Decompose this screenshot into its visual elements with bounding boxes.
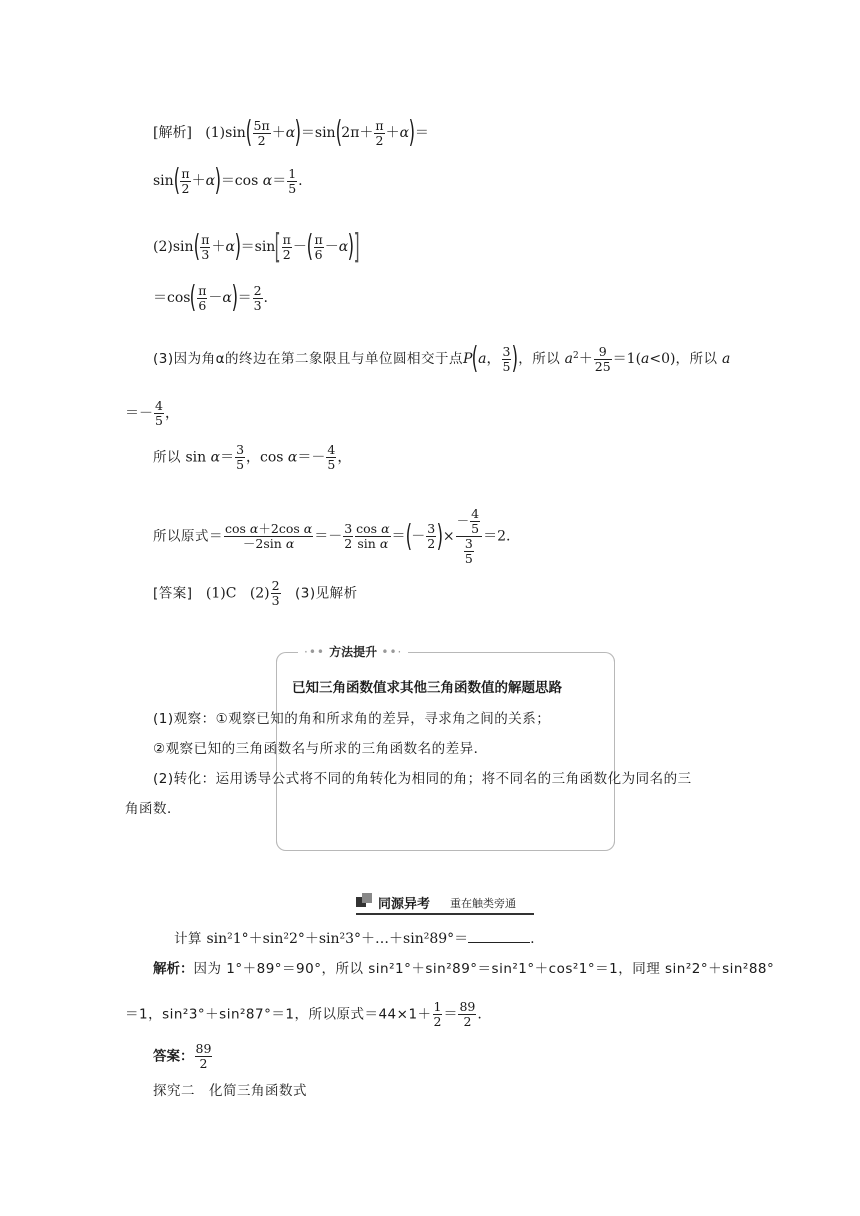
solution-line-7: 所以 sin α＝ $\frac{3}{5}$ ，cos α＝－ $\frac{4}{5}$ ，: [153, 442, 352, 472]
exercise-answer: [153, 1042, 213, 1071]
method-line-3: (2)转化：运用诱导公式将不同的角转化为相同的角；将不同名的三角函数化为同名的三: [153, 771, 692, 787]
fraction: $\frac{3}{5}$: [236, 442, 245, 472]
part3-text: (3)因为角α的终边在第二象限且与单位圆相交于点: [153, 351, 464, 367]
fraction: $\frac{3}{2}$: [344, 521, 353, 551]
fraction: [195, 1042, 213, 1071]
method-line-4: 角函数．: [125, 801, 181, 817]
fraction: $\frac{5\pi}{2}$: [253, 117, 270, 148]
method-title: 已知三角函数值求其他三角函数值的解题思路: [292, 680, 562, 696]
method-tag-text: 方法提升: [329, 645, 378, 659]
analysis-text-2: ＝1，sin²3°＋sin²87°＝1，所以原式＝44×1＋: [125, 1006, 432, 1023]
solution-line-1: [解析] (1)sin( $\frac{5\pi}{2}$ ＋α)＝sin(2π＋ $\frac{\pi}{2}$ ＋α)＝: [153, 115, 429, 150]
solution-line-4: ＝cos( $\frac{\pi}{6}$ －α)＝ $\frac{2}{3}$ .: [153, 280, 268, 315]
answer-denominator: 2: [199, 1056, 208, 1071]
solution-line-6: ＝－ $\frac{4}{5}$ ，: [125, 398, 179, 428]
result: ＝2.: [483, 528, 511, 545]
fraction: $\frac{3}{2}$: [427, 521, 436, 551]
original-prefix: 所以原式＝: [153, 528, 223, 545]
fraction: $\frac{\text{cos α}}{\text{sin α}}$: [356, 521, 390, 551]
part1-prefix: (1)sin: [205, 125, 246, 141]
next-section-heading: 探究二 化简三角函数式: [153, 1083, 307, 1099]
fraction: $\frac{\pi}{2}$: [375, 117, 384, 148]
fraction: $\frac{9}{25}$: [594, 343, 611, 374]
banner-icon-2: [362, 893, 372, 903]
answer-part3: (3)见解析: [294, 585, 358, 602]
answer-part1: (1)C: [205, 585, 237, 602]
solution-line-3: (2)sin( $\frac{\pi}{3}$ ＋α)＝sin[ $\frac{\pi}{2}$ －( $\frac{\pi}{6}$ －α)]: [153, 227, 360, 267]
answer-numerator: 89: [195, 1041, 212, 1056]
fraction: $\frac{2}{3}$: [253, 282, 262, 313]
exercise-analysis-1: [153, 960, 774, 978]
fraction: $\frac{\text{cos α＋2cos α}}{\text{－2sin α}}$: [225, 521, 313, 551]
fraction: － $\frac{4}{5}$ $\frac{3}{5}$: [456, 507, 482, 566]
solution-label: [解析]: [153, 125, 192, 141]
method-line-2: ②观察已知的三角函数名与所求的三角函数名的差异．: [153, 741, 488, 757]
part3-suffix: ，所以: [518, 351, 561, 367]
method-line-1: (1)观察：①观察已知的角和所求角的差异，寻求角之间的关系；: [153, 711, 551, 727]
fraction: $\frac{\pi}{2}$: [181, 165, 190, 196]
banner-title: 同源异考: [378, 897, 431, 912]
fraction: $\frac{\pi}{2}$: [282, 231, 291, 262]
solution-line-8: 所以原式＝ $\frac{\text{cos α＋2cos α}}{\text{－2sin α}}$ ＝－ $\frac{3}{2}$ $\frac{\text{cos α}}{\text{sin α}}$ ＝(－ $\frac{3}{2}$ )× － $\frac{4}{5}$ $\frac{3}{5}$ ＝2.: [153, 506, 511, 566]
question-expr: sin²1°＋sin²2°＋sin²3°＋…＋sin²89°＝: [206, 931, 469, 947]
method-tag: ·•• 方法提升 ••·: [298, 643, 408, 660]
exercise-question: 计算 sin²1°＋sin²2°＋sin²3°＋…＋sin²89°＝ .: [174, 931, 535, 947]
part2-prefix: (2)sin: [153, 239, 194, 255]
fraction: $\frac{2}{3}$: [271, 578, 280, 608]
analysis-label: 解析：: [153, 961, 194, 977]
answer-label: [答案]: [153, 585, 193, 602]
exercise-analysis-2: ＝1，sin²3°＋sin²87°＝1，所以原式＝44×1＋ $\frac{1}{2}$ ＝ $\frac{89}{2}$ .: [125, 999, 482, 1029]
banner-subtitle: 重在触类旁通: [450, 897, 516, 910]
so-prefix: 所以: [153, 449, 181, 466]
exercise-answer-label: 答案：: [153, 1048, 194, 1065]
fraction: $\frac{\pi}{6}$: [314, 231, 323, 262]
method-box-bottom: [276, 830, 615, 851]
fraction: $\frac{1}{2}$: [433, 999, 442, 1029]
solution-line-5: (3)因为角α的终边在第二象限且与单位圆相交于点P(a， $\frac{3}{5}$ )，所以 $a^2+$ $\frac{9}{25}$ ＝1(a<0)，所以 a: [153, 341, 731, 376]
fraction: $\frac{89}{2}$: [459, 999, 476, 1029]
answer-part2: (2): [249, 585, 270, 602]
fraction: $\frac{1}{5}$: [288, 165, 297, 196]
solution-line-2: sin( $\frac{\pi}{2}$ ＋α)＝cos α＝ $\frac{1}{5}$ .: [153, 163, 303, 198]
fraction: $\frac{4}{5}$: [155, 398, 163, 428]
fraction: $\frac{3}{5}$: [502, 343, 511, 374]
fraction: $\frac{\pi}{6}$: [198, 282, 207, 313]
fraction: $\frac{\pi}{3}$: [201, 231, 210, 262]
fraction: $\frac{4}{5}$: [327, 442, 336, 472]
answer-line: [153, 579, 358, 608]
section-banner: [356, 891, 534, 915]
answer-blank: [468, 930, 530, 943]
part3-suffix: ，所以: [675, 351, 718, 367]
analysis-text-1: 因为 1°＋89°＝90°，所以 sin²1°＋sin²89°＝sin²1°＋cos²1°＝1，同理 sin²2°＋sin²88°: [193, 961, 775, 977]
question-prefix: 计算: [174, 931, 202, 947]
